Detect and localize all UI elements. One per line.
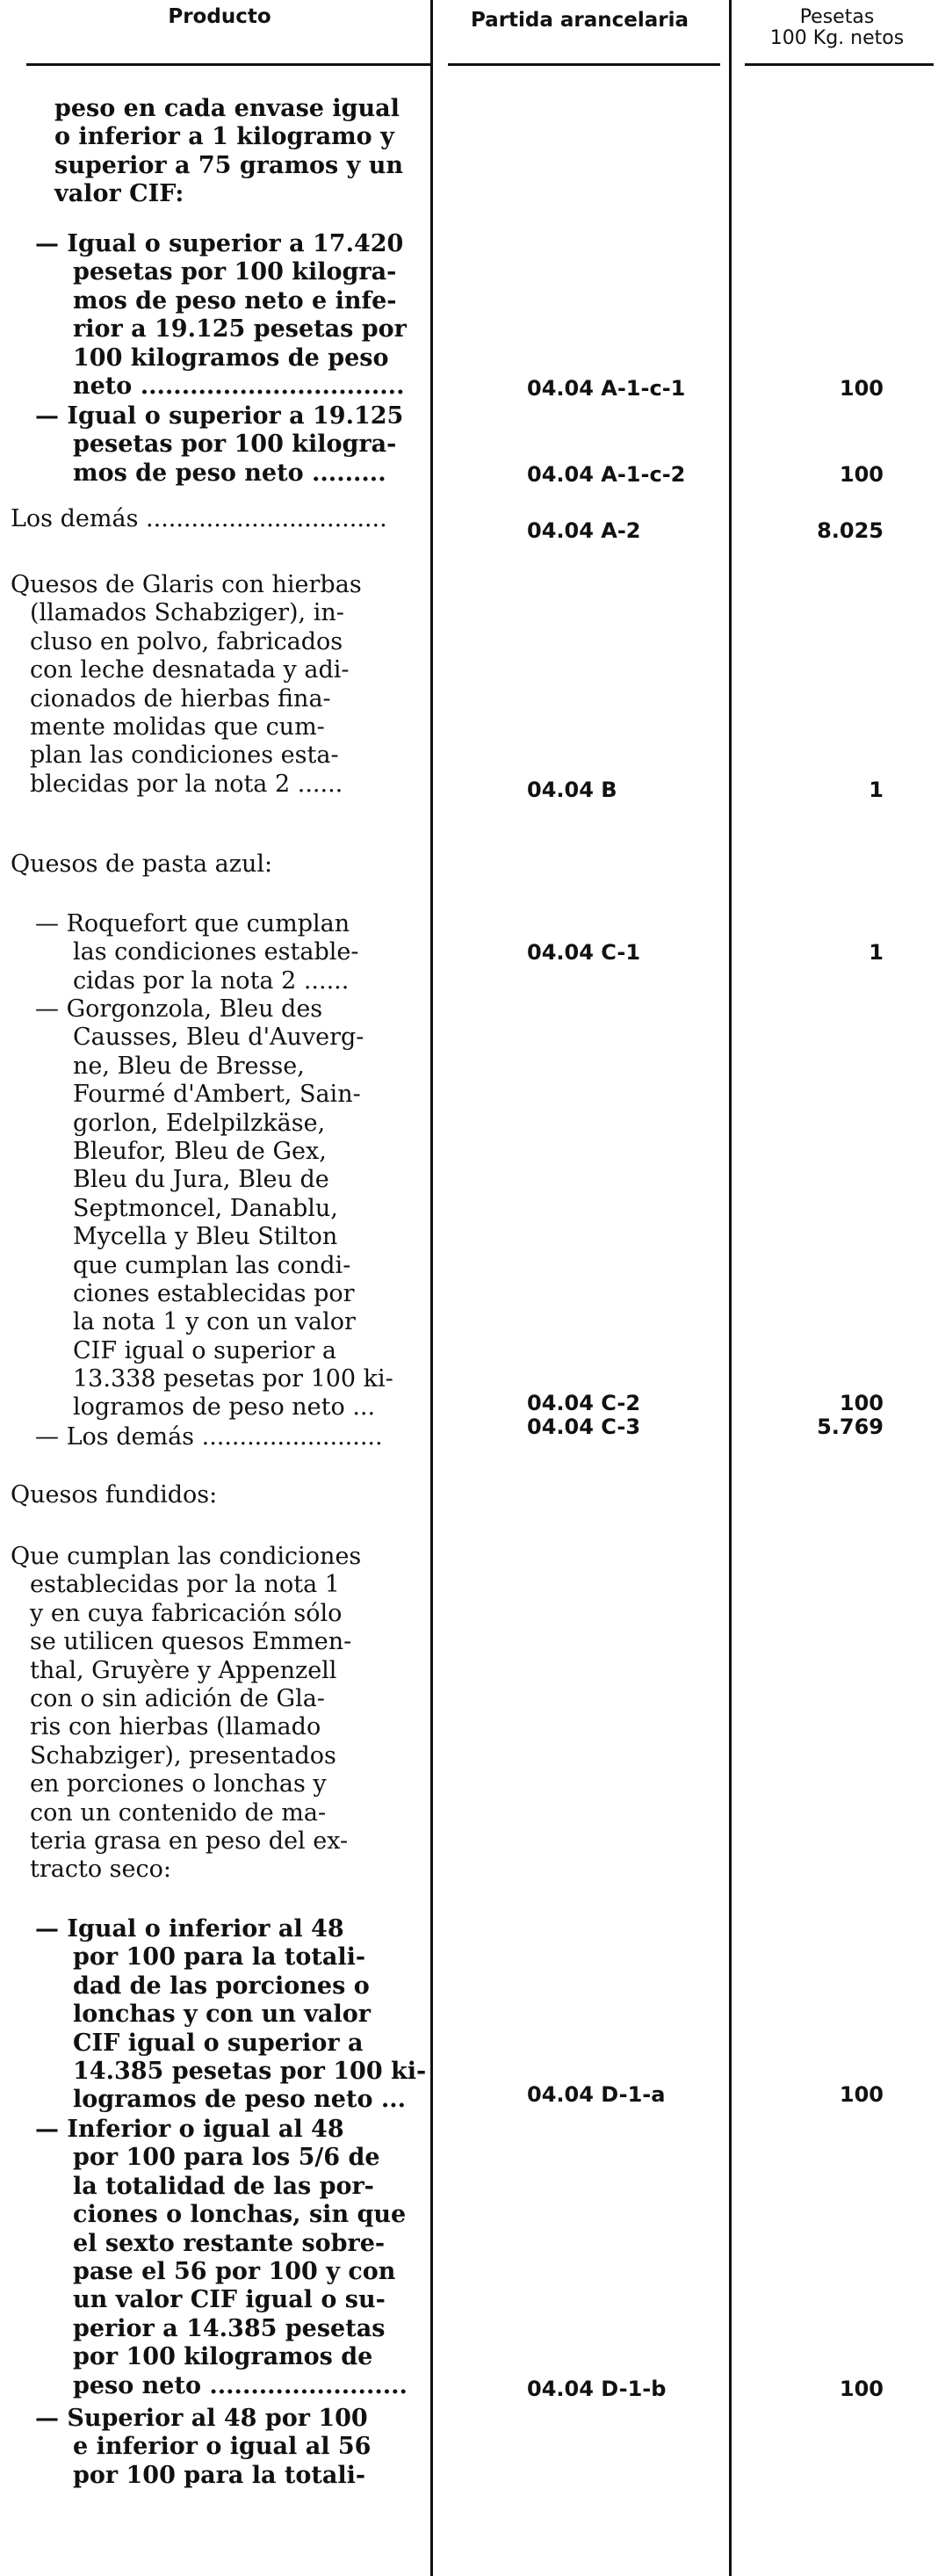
text-line: Quesos fundidos: xyxy=(11,1481,218,1509)
text-line: Causses, Bleu d'Auverg- xyxy=(73,1024,364,1052)
text-line: — Igual o inferior al 48 xyxy=(35,1915,344,1943)
text-line: ciones o lonchas, sin que xyxy=(73,2201,407,2229)
text-line: por 100 kilogramos de xyxy=(73,2343,373,2371)
block-igual-17420 xyxy=(35,230,407,401)
text-line: superior a 75 gramos y un xyxy=(54,151,403,179)
text-line: (llamados Schabziger), in- xyxy=(30,599,344,627)
tariff-code: 04.04 A-2 xyxy=(527,518,641,543)
text-line: mos de peso neto e infe- xyxy=(73,286,397,315)
text-line: — Superior al 48 por 100 xyxy=(35,2405,368,2432)
header-pesetas-line2: 100 Kg. netos xyxy=(769,27,905,49)
text-line: lonchas y con un valor xyxy=(73,2001,371,2029)
text-line: por 100 para la totali- xyxy=(73,1943,366,1972)
text-line: con un contenido de ma- xyxy=(30,1798,327,1827)
amount-value: 100 xyxy=(839,1391,884,1415)
amount-value: 100 xyxy=(839,376,884,401)
amount-value: 1 xyxy=(869,940,884,965)
header-partida-arancelaria: Partida arancelaria xyxy=(470,9,689,32)
tariff-code: 04.04 A-1-c-2 xyxy=(527,462,686,487)
text-line: e inferior o igual al 56 xyxy=(73,2433,372,2461)
text-line: — Los demás ........................ xyxy=(35,1423,383,1451)
text-line: Los demás ................................ xyxy=(11,505,387,532)
text-line: Quesos de pasta azul: xyxy=(11,850,273,878)
text-line: — Igual o superior a 19.125 xyxy=(35,402,404,430)
amount-value: 100 xyxy=(839,2377,884,2401)
text-line: las condiciones estable- xyxy=(73,938,359,966)
text-line: mos de peso neto ......... xyxy=(73,459,386,487)
header-rule-middle xyxy=(448,63,720,66)
text-line: el sexto restante sobre- xyxy=(73,2229,386,2257)
text-line: en porciones o lonchas y xyxy=(30,1770,327,1798)
header-rule-left xyxy=(26,63,430,66)
block-superior-48 xyxy=(35,2405,371,2490)
header-pesetas xyxy=(736,7,938,49)
text-line: con o sin adición de Gla- xyxy=(30,1684,325,1712)
text-line: Fourmé d'Ambert, Sain- xyxy=(73,1081,361,1109)
amount-value: 100 xyxy=(839,2082,884,2107)
text-line: pase el 56 por 100 y con xyxy=(73,2257,396,2285)
text-line: rior a 19.125 pesetas por xyxy=(73,315,407,344)
text-line: peso en cada envase igual xyxy=(54,95,400,122)
text-line: cionados de hierbas fina- xyxy=(30,684,331,713)
tariff-code: 04.04 C-1 xyxy=(527,940,641,965)
tariff-code: 04.04 D-1-a xyxy=(527,2082,666,2107)
text-line: ciones establecidas por xyxy=(73,1279,355,1307)
text-line: ris con hierbas (llamado xyxy=(30,1713,321,1741)
text-line: se utilicen quesos Emmen- xyxy=(30,1628,352,1656)
text-line: cluso en polvo, fabricados xyxy=(30,627,343,655)
tariff-code: 04.04 A-1-c-1 xyxy=(527,376,686,401)
text-line: blecidas por la nota 2 ...... xyxy=(30,770,343,798)
text-line: perior a 14.385 pesetas xyxy=(73,2314,386,2342)
text-line: pesetas por 100 kilogra- xyxy=(73,258,397,286)
block-que-cumplan xyxy=(11,1543,361,1885)
text-line: peso neto ........................ xyxy=(73,2371,408,2399)
text-line: Septmoncel, Danablu, xyxy=(73,1194,338,1222)
text-line: Bleu du Jura, Bleu de xyxy=(73,1166,329,1194)
block-igual-19125 xyxy=(35,402,403,488)
text-line: pesetas por 100 kilogra- xyxy=(73,431,397,459)
text-line: thal, Gruyère y Appenzell xyxy=(30,1656,337,1684)
column-divider-left xyxy=(430,0,433,2576)
tariff-code: 04.04 D-1-b xyxy=(527,2377,667,2401)
tariff-code: 04.04 C-2 xyxy=(527,1391,641,1415)
text-line: Schabziger), presentados xyxy=(30,1741,336,1769)
text-line: 14.385 pesetas por 100 ki- xyxy=(73,2057,427,2085)
block-los-demas-a xyxy=(11,505,387,533)
amount-value: 5.769 xyxy=(817,1415,884,1439)
block-quesos-fundidos xyxy=(11,1481,217,1509)
text-line: Que cumplan las condiciones xyxy=(11,1543,362,1570)
text-line: Bleufor, Bleu de Gex, xyxy=(73,1137,327,1165)
text-line: valor CIF: xyxy=(54,180,184,208)
text-line: Quesos de Glaris con hierbas xyxy=(11,571,362,598)
tariff-code: 04.04 B xyxy=(527,778,617,802)
block-gorgonzola xyxy=(35,995,393,1422)
block-los-demas-c xyxy=(35,1423,383,1451)
amount-value: 100 xyxy=(839,462,884,487)
text-line: dad de las porciones o xyxy=(73,1972,370,2000)
text-line: CIF igual o superior a xyxy=(73,1336,336,1364)
header-pesetas-line1: Pesetas xyxy=(799,6,875,28)
text-line: o inferior a 1 kilogramo y xyxy=(54,123,394,151)
header-rule-right xyxy=(745,63,934,66)
text-line: la nota 1 y con un valor xyxy=(73,1308,356,1336)
block-quesos-glaris xyxy=(11,571,362,799)
text-line: — Roquefort que cumplan xyxy=(35,910,350,937)
text-line: mente molidas que cum- xyxy=(30,713,325,741)
text-line: cidas por la nota 2 ...... xyxy=(73,966,350,995)
text-line: la totalidad de las por- xyxy=(73,2172,374,2200)
text-line: Mycella y Bleu Stilton xyxy=(73,1223,338,1251)
text-line: teria grasa en peso del ex- xyxy=(30,1827,349,1855)
text-line: y en cuya fabricación sólo xyxy=(30,1599,343,1627)
text-line: 100 kilogramos de peso xyxy=(73,344,389,372)
text-line: logramos de peso neto ... xyxy=(73,1393,376,1422)
text-line: un valor CIF igual o su- xyxy=(73,2286,386,2314)
block-peso-envase xyxy=(54,95,403,209)
block-quesos-pasta-azul xyxy=(11,850,272,879)
amount-value: 1 xyxy=(869,778,884,802)
column-divider-right xyxy=(729,0,732,2576)
amount-value: 8.025 xyxy=(817,518,884,543)
text-line: por 100 para los 5/6 de xyxy=(73,2144,380,2172)
text-line: — Gorgonzola, Bleu des xyxy=(35,995,323,1023)
block-igual-inferior-48 xyxy=(35,1915,426,2115)
text-line: CIF igual o superior a xyxy=(73,2029,364,2057)
text-line: plan las condiciones esta- xyxy=(30,742,339,770)
text-line: neto ................................ xyxy=(73,372,405,400)
block-roquefort xyxy=(35,910,358,995)
text-line: 13.338 pesetas por 100 ki- xyxy=(73,1365,393,1393)
text-line: establecidas por la nota 1 xyxy=(30,1571,340,1599)
text-line: ne, Bleu de Bresse, xyxy=(73,1052,305,1080)
tariff-code: 04.04 C-3 xyxy=(527,1415,641,1439)
text-line: logramos de peso neto ... xyxy=(73,2086,407,2114)
block-inferior-igual-48 xyxy=(35,2116,408,2400)
text-line: gorlon, Edelpilzkäse, xyxy=(73,1109,326,1137)
text-line: que cumplan las condi- xyxy=(73,1251,351,1279)
text-line: tracto seco: xyxy=(30,1856,171,1884)
text-line: por 100 para la totali- xyxy=(73,2461,366,2489)
text-line: — Igual o superior a 17.420 xyxy=(35,230,404,257)
text-line: con leche desnatada y adi- xyxy=(30,656,350,684)
header-producto: Producto xyxy=(168,5,271,28)
text-line: — Inferior o igual al 48 xyxy=(35,2116,344,2143)
